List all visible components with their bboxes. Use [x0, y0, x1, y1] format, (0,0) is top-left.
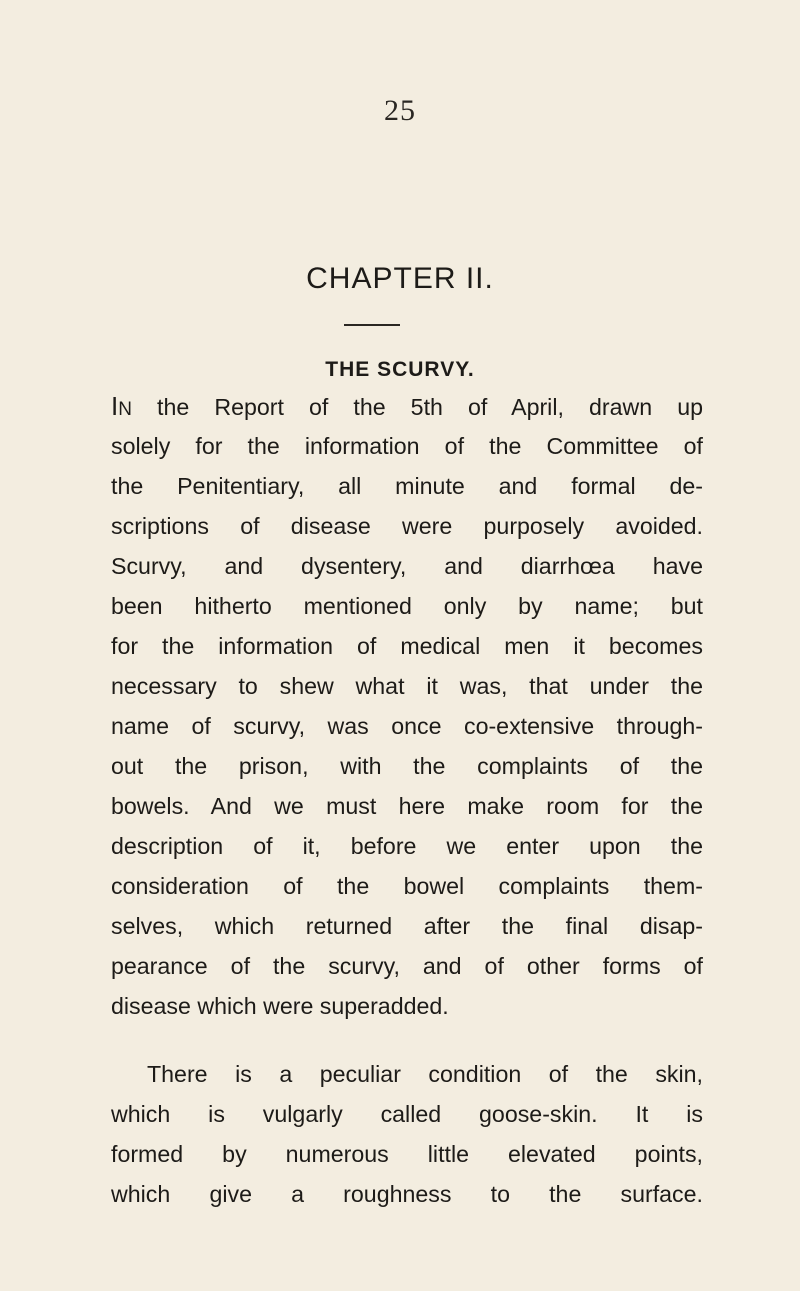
body-text — [111, 386, 703, 1214]
text-line: selves, which returned after the final disap- — [111, 913, 703, 939]
text-line: bowels. And we must here make room for the — [111, 793, 703, 819]
text-line: solely for the information of the Committee of — [111, 433, 703, 459]
text-line: the Penitentiary, all minute and formal de- — [111, 473, 703, 499]
text-line: name of scurvy, was once co-extensive through- — [111, 713, 703, 739]
paragraph-gap — [111, 1026, 703, 1054]
text-line: pearance of the scurvy, and of other forms of — [111, 953, 703, 979]
text-line: necessary to shew what it was, that under the — [111, 673, 703, 699]
text-line: disease which were superadded. — [111, 993, 449, 1019]
text-line-content: the Report of the 5th of April, drawn up — [131, 394, 703, 420]
text-line: for the information of medical men it becomes — [111, 633, 703, 659]
text-line: Scurvy, and dysentery, and diarrhœa have — [111, 553, 703, 579]
text-line: There is a peculiar condition of the skin, — [147, 1061, 703, 1087]
chapter-title: CHAPTER II. — [306, 262, 494, 295]
text-line: which give a roughness to the surface. — [111, 1181, 703, 1207]
small-cap-initial: I — [111, 391, 119, 421]
text-line: out the prison, with the complaints of the — [111, 753, 703, 779]
page-number: 25 — [384, 94, 416, 127]
text-line — [111, 386, 703, 426]
text-line: which is vulgarly called goose-skin. It is — [111, 1101, 703, 1127]
text-line: been hitherto mentioned only by name; but — [111, 593, 703, 619]
title-divider — [344, 324, 400, 326]
text-line: description of it, before we enter upon the — [111, 833, 703, 859]
text-line: formed by numerous little elevated points, — [111, 1141, 703, 1167]
text-line: consideration of the bowel complaints them- — [111, 873, 703, 899]
paragraph-2 — [111, 1054, 703, 1214]
small-cap-rest: N — [118, 399, 132, 420]
text-line: scriptions of disease were purposely avoided. — [111, 513, 703, 539]
paragraph-1 — [111, 386, 703, 1026]
section-title: THE SCURVY. — [325, 358, 475, 381]
